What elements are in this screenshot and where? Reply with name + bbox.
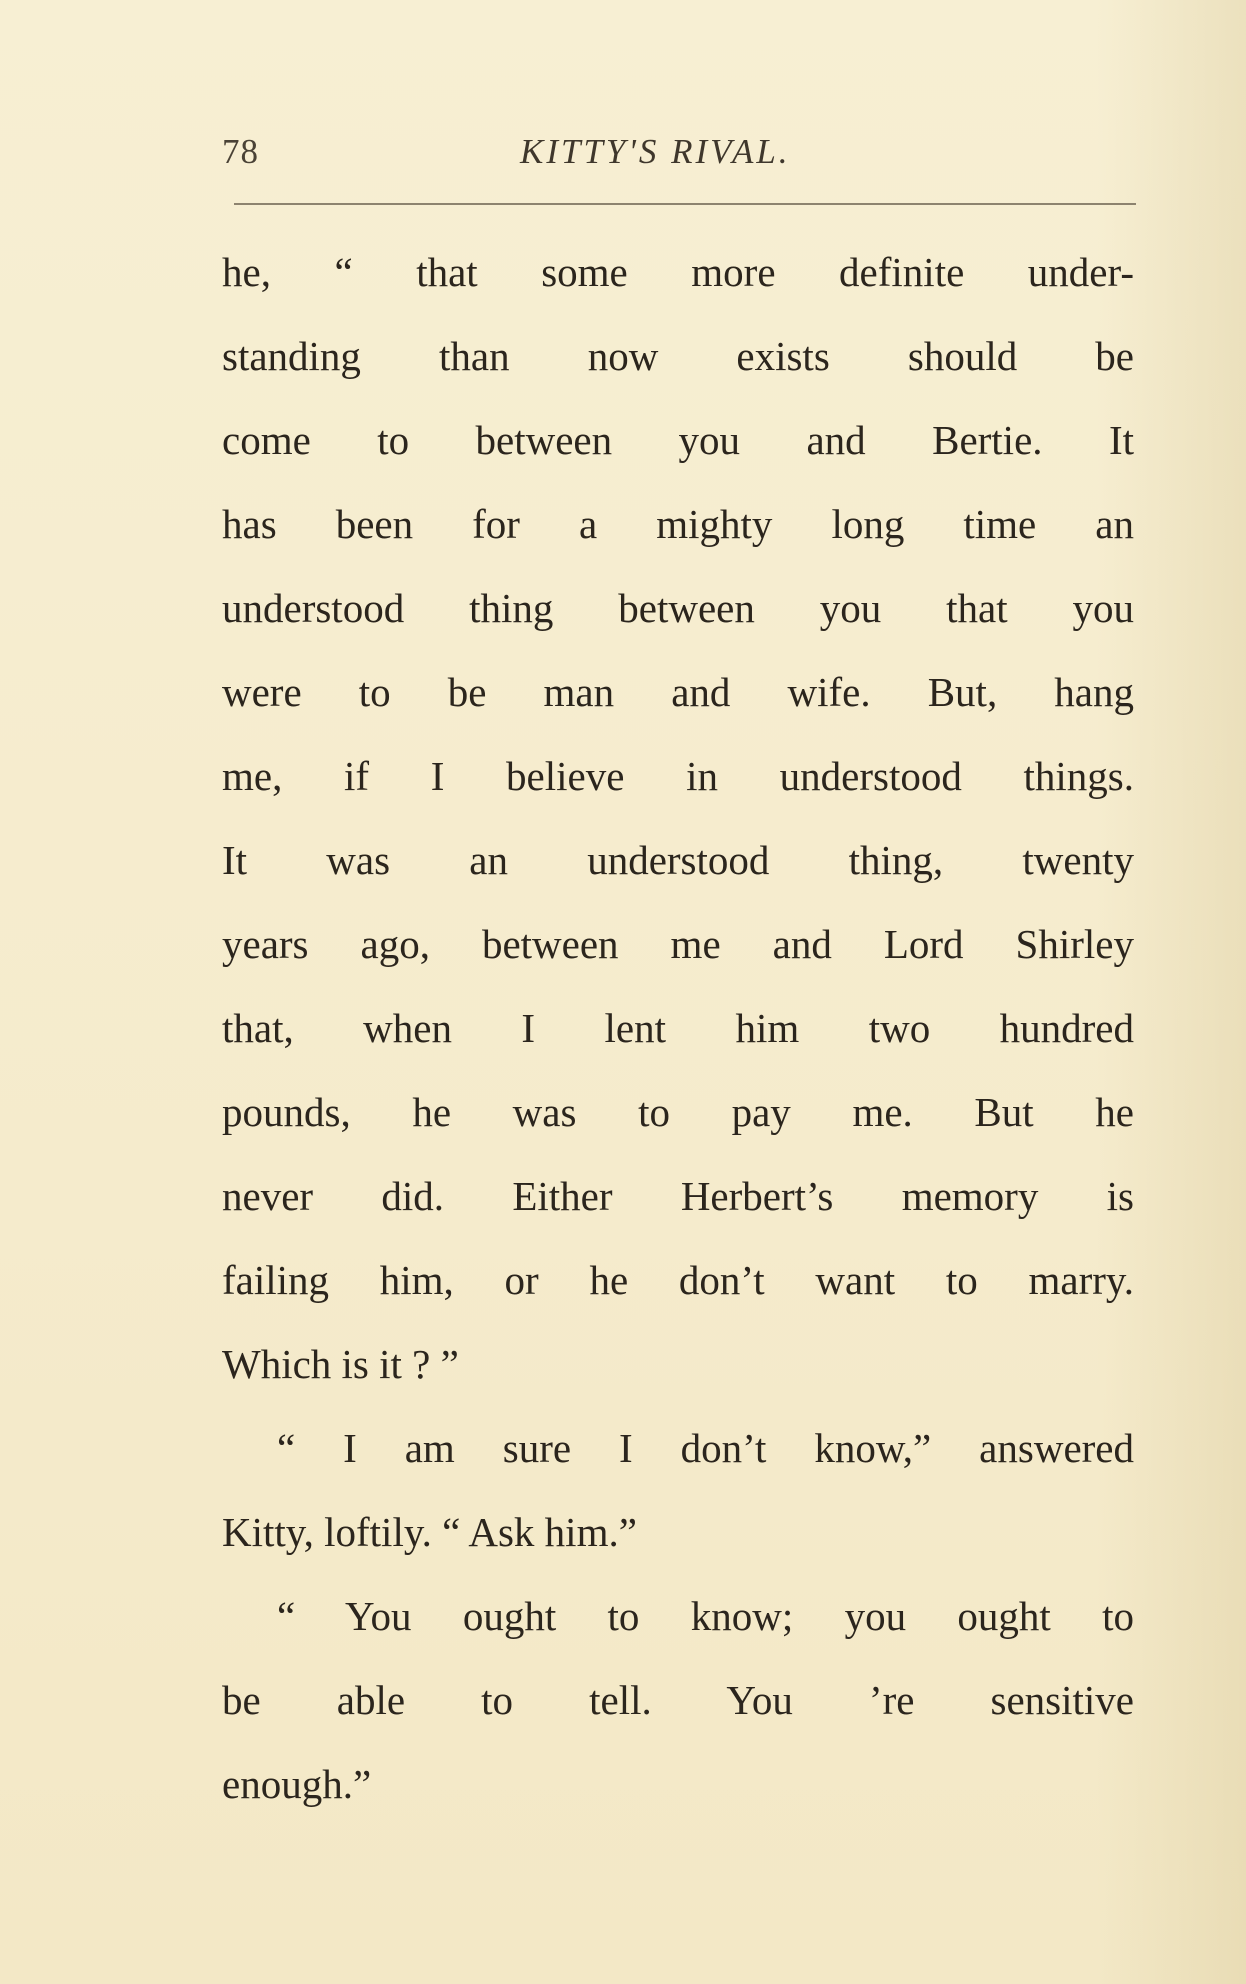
text-line: pounds, he was to pay me. But he [222, 1089, 1134, 1135]
text-line: he, “ that some more definite under- [222, 249, 1134, 295]
text-line: be able to tell. You ’re sensitive [222, 1677, 1134, 1723]
text-line: years ago, between me and Lord Shirley [222, 921, 1134, 967]
text-line: never did. Either Herbert’s memory is [222, 1173, 1134, 1219]
text-line: “ You ought to know; you ought to [277, 1593, 1134, 1639]
text-line: come to between you and Bertie. It [222, 417, 1134, 463]
body-text [222, 238, 1134, 1834]
text-line: me, if I believe in understood things. [222, 753, 1134, 799]
text-line: were to be man and wife. But, hang [222, 669, 1134, 715]
text-line: It was an understood thing, twenty [222, 837, 1134, 883]
text-line: that, when I lent him two hundred [222, 1005, 1134, 1051]
text-line: has been for a mighty long time an [222, 501, 1134, 547]
text-line: Which is it ? ” [222, 1341, 459, 1387]
text-line: “ I am sure I don’t know,” answered [277, 1425, 1134, 1471]
text-line: standing than now exists should be [222, 333, 1134, 379]
text-line: Kitty, loftily. “ Ask him.” [222, 1509, 637, 1555]
running-title: KITTY'S RIVAL. [520, 132, 791, 171]
page-number: 78 [222, 132, 259, 171]
text-line: enough.” [222, 1761, 372, 1807]
text-line: understood thing between you that you [222, 585, 1134, 631]
header-rule [234, 203, 1136, 205]
text-line: failing him, or he don’t want to marry. [222, 1257, 1134, 1303]
page-header [222, 132, 1134, 172]
